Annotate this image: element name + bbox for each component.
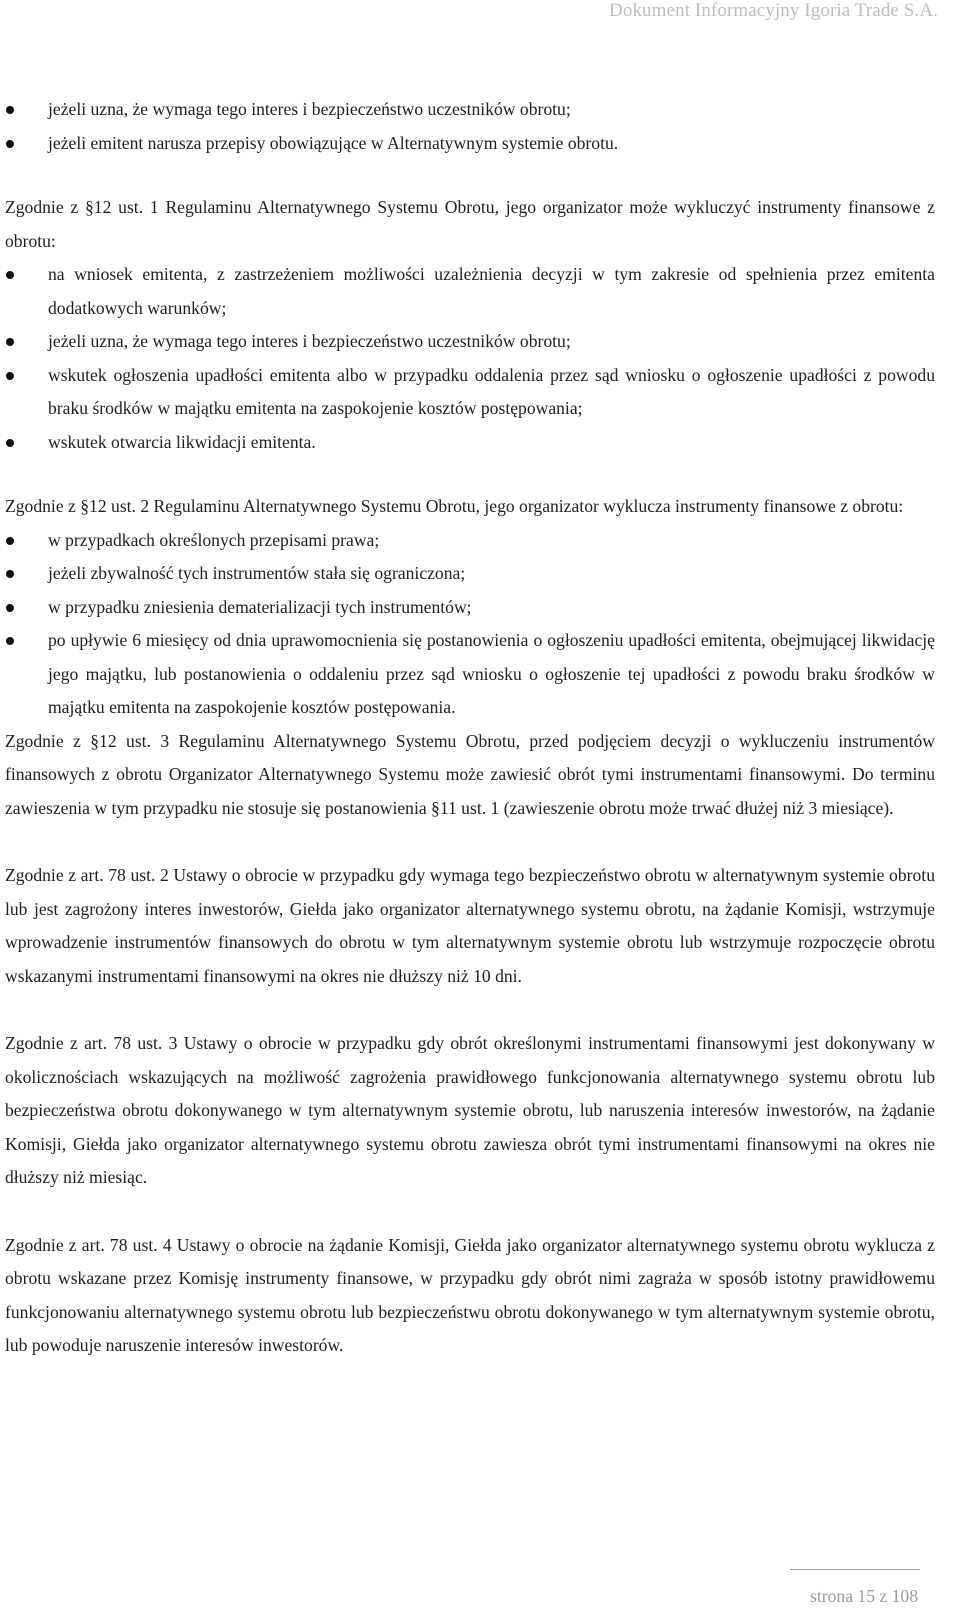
paragraph-suspension-before-exclusion: Zgodnie z §12 ust. 3 Regulaminu Alternatywnego Systemu Obrotu, przed podjęciem decyzji o wykluczeniu instrumentów finansowych z obrotu Organizator Alternatywnego Systemu może zawiesić obrót tymi instrumentami finansowymi. Do terminu zawieszenia w tym przypadku nie stosuje się postanowienia §11 ust. 1 (zawieszenie obrotu może trwać dłużej niż 3 miesiące). bbox=[5, 730, 935, 818]
bullet-list-mandatory-exclusion bbox=[5, 524, 935, 725]
paragraph-exclusion-mandatory: Zgodnie z §12 ust. 2 Regulaminu Alternatywnego Systemu Obrotu, jego organizator wyklucza instrumenty finansowe z obrotu: bbox=[5, 496, 904, 516]
list-item: w przypadkach określonych przepisami prawa; bbox=[5, 524, 935, 558]
list-item: jeżeli uzna, że wymaga tego interes i bezpieczeństwo uczestników obrotu; bbox=[5, 325, 935, 359]
document-header: Dokument Informacyjny Igoria Trade S.A. bbox=[609, 0, 938, 21]
bullet-list-voluntary-exclusion bbox=[5, 258, 935, 459]
list-item: na wniosek emitenta, z zastrzeżeniem możliwości uzależnienia decyzji w tym zakresie od spełnienia przez emitenta dodatkowych warunków; bbox=[5, 258, 935, 325]
list-item: w przypadku zniesienia dematerializacji tych instrumentów; bbox=[5, 591, 935, 625]
paragraph-exclusion-voluntary: Zgodnie z §12 ust. 1 Regulaminu Alternatywnego Systemu Obrotu, jego organizator może wykluczyć instrumenty finansowe z obrotu: bbox=[5, 197, 935, 251]
bullet-list-suspension bbox=[5, 93, 935, 160]
paragraph-art78-ust3: Zgodnie z art. 78 ust. 3 Ustawy o obrocie w przypadku gdy obrót określonymi instrumentami finansowymi jest dokonywany w okolicznościach wskazujących na możliwość zagrożenia prawidłowego funkcjonowania alternatywnego systemu obrotu lub bezpieczeństwa obrotu dokonywanego w tym alternatywnym systemie obrotu, lub naruszenia interesów inwestorów, na żądanie Komisji, Giełda jako organizator alternatywnego systemu obrotu zawiesza obrót tymi instrumentami finansowymi na okres nie dłuższy niż miesiąc. bbox=[5, 1033, 935, 1187]
document-body bbox=[5, 93, 935, 1363]
list-item: wskutek otwarcia likwidacji emitenta. bbox=[5, 426, 935, 460]
paragraph-art78-ust2: Zgodnie z art. 78 ust. 2 Ustawy o obrocie w przypadku gdy wymaga tego bezpieczeństwo obrotu w alternatywnym systemie obrotu lub jest zagrożony interes inwestorów, Giełda jako organizator alternatywnego systemu obrotu, na żądanie Komisji, wstrzymuje wprowadzenie instrumentów finansowych do obrotu w tym alternatywnym systemie obrotu lub wstrzymuje rozpoczęcie obrotu wskazanymi instrumentami finansowymi na okres nie dłuższy niż 10 dni. bbox=[5, 865, 935, 986]
list-item: jeżeli emitent narusza przepisy obowiązujące w Alternatywnym systemie obrotu. bbox=[5, 127, 935, 161]
list-item: jeżeli zbywalność tych instrumentów stała się ograniczona; bbox=[5, 557, 935, 591]
list-item: jeżeli uzna, że wymaga tego interes i bezpieczeństwo uczestników obrotu; bbox=[5, 93, 935, 127]
paragraph-art78-ust4: Zgodnie z art. 78 ust. 4 Ustawy o obrocie na żądanie Komisji, Giełda jako organizator alternatywnego systemu obrotu wyklucza z obrotu wskazane przez Komisję instrumenty finansowe, w przypadku gdy obrót nimi zagraża w sposób istotny prawidłowemu funkcjonowaniu alternatywnego systemu obrotu lub bezpieczeństwu obrotu dokonywanego w tym alternatywnym systemie obrotu, lub powoduje naruszenie interesów inwestorów. bbox=[5, 1234, 935, 1355]
list-item: po upływie 6 miesięcy od dnia uprawomocnienia się postanowienia o ogłoszeniu upadłości emitenta, obejmującej likwidację jego majątku, lub postanowienia o oddaleniu przez sąd wniosku o ogłoszenie tej upadłości z powodu braku środków w majątku emitenta na zaspokojenie kosztów postępowania. bbox=[5, 624, 935, 725]
list-item: wskutek ogłoszenia upadłości emitenta albo w przypadku oddalenia przez sąd wniosku o ogłoszenie upadłości z powodu braku środków w majątku emitenta na zaspokojenie kosztów postępowania; bbox=[5, 359, 935, 426]
footer-divider bbox=[790, 1569, 920, 1570]
page-number: strona 15 z 108 bbox=[810, 1586, 918, 1606]
